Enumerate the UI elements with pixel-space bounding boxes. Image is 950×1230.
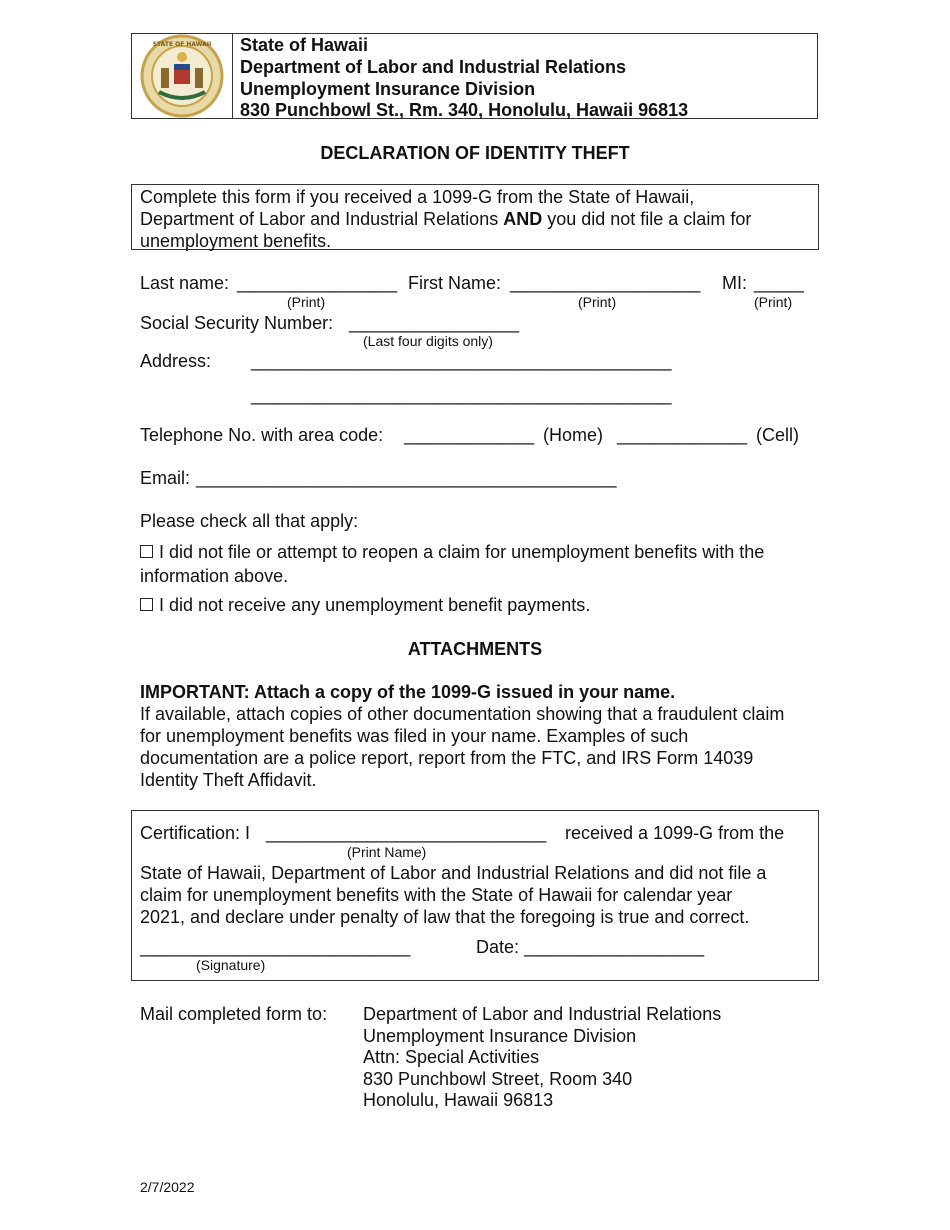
ssn-hint: (Last four digits only) bbox=[363, 333, 493, 349]
print-name-field[interactable]: ____________________________ bbox=[266, 823, 547, 843]
mail-address bbox=[363, 1004, 721, 1112]
mail-label: Mail completed form to: bbox=[140, 1004, 328, 1024]
middle-initial-hint: (Print) bbox=[754, 294, 793, 310]
cell-phone-label: (Cell) bbox=[756, 425, 799, 445]
seal-cell bbox=[132, 34, 233, 118]
last-name-hint: (Print) bbox=[287, 294, 326, 310]
email-field[interactable]: __________________________________________ bbox=[196, 468, 617, 488]
attachments-heading: ATTACHMENTS bbox=[407, 639, 543, 659]
instructions-line: Complete this form if you received a 1099-G from the State of Hawaii, bbox=[140, 187, 695, 207]
signature-field[interactable]: ___________________________ bbox=[140, 937, 411, 957]
attachments-line: documentation are a police report, report from the FTC, and IRS Form 14039 bbox=[140, 748, 754, 768]
certification-box bbox=[131, 810, 819, 981]
state-seal-icon bbox=[139, 34, 225, 118]
no-payment-checkbox[interactable] bbox=[140, 598, 153, 611]
address-field-line2[interactable]: __________________________________________ bbox=[251, 385, 672, 405]
attachments-line: Identity Theft Affidavit. bbox=[140, 770, 317, 790]
instructions-fragment: Department of Labor and Industrial Relations bbox=[140, 209, 504, 229]
attachments-text bbox=[140, 681, 784, 791]
page-title: DECLARATION OF IDENTITY THEFT bbox=[320, 143, 630, 163]
first-name-field[interactable]: ___________________ bbox=[510, 273, 701, 293]
certification-received: received a 1099-G from the bbox=[565, 823, 785, 843]
attachments-important: IMPORTANT: Attach a copy of the 1099-G issued in your name. bbox=[140, 682, 676, 702]
instructions-line bbox=[140, 208, 751, 230]
certification-text bbox=[140, 862, 766, 928]
mail-address-line: Honolulu, Hawaii 96813 bbox=[363, 1090, 554, 1110]
check-item-no-claim bbox=[140, 540, 764, 588]
address-field-line1[interactable]: __________________________________________ bbox=[251, 351, 672, 371]
check-item-line: information above. bbox=[140, 566, 289, 586]
middle-initial-field[interactable]: _____ bbox=[754, 273, 805, 293]
instructions-box bbox=[131, 184, 819, 250]
revision-date: 2/7/2022 bbox=[140, 1179, 195, 1195]
no-claim-checkbox[interactable] bbox=[140, 545, 153, 558]
check-item-text: I did not receive any unemployment benefit payments. bbox=[159, 595, 591, 615]
check-item-no-payment bbox=[140, 594, 590, 616]
seal-lettering: STATE OF HAWAII bbox=[152, 41, 212, 48]
check-instructions: Please check all that apply: bbox=[140, 511, 359, 531]
home-phone-label: (Home) bbox=[543, 425, 604, 445]
header-address: 830 Punchbowl St., Rm. 340, Honolulu, Hawaii 96813 bbox=[240, 100, 689, 120]
phone-label: Telephone No. with area code: bbox=[140, 425, 384, 445]
attachments-line: If available, attach copies of other documentation showing that a fraudulent claim bbox=[140, 704, 785, 724]
instructions-line: unemployment benefits. bbox=[140, 231, 332, 251]
middle-initial-label: MI: bbox=[722, 273, 747, 293]
certification-label: Certification: I bbox=[140, 823, 251, 843]
last-name-field[interactable]: ________________ bbox=[237, 273, 398, 293]
instructions-fragment: you did not file a claim for bbox=[542, 209, 752, 229]
last-name-label: Last name: bbox=[140, 273, 230, 293]
print-name-hint: (Print Name) bbox=[347, 844, 427, 860]
date-field[interactable]: __________________ bbox=[524, 937, 705, 957]
header-department: Department of Labor and Industrial Relations bbox=[240, 57, 627, 77]
ssn-label: Social Security Number: bbox=[140, 313, 334, 333]
certification-line: claim for unemployment benefits with the State of Hawaii for calendar year bbox=[140, 885, 733, 905]
cell-phone-field[interactable]: _____________ bbox=[617, 425, 748, 445]
date-label: Date: bbox=[476, 937, 520, 957]
mail-address-line: Attn: Special Activities bbox=[363, 1047, 540, 1067]
signature-hint: (Signature) bbox=[196, 957, 266, 973]
certification-line: State of Hawaii, Department of Labor and Industrial Relations and did not file a bbox=[140, 863, 767, 883]
certification-line: 2021, and declare under penalty of law that the foregoing is true and correct. bbox=[140, 907, 750, 927]
mail-address-line: Department of Labor and Industrial Relations bbox=[363, 1004, 722, 1024]
first-name-label: First Name: bbox=[408, 273, 502, 293]
header-state: State of Hawaii bbox=[240, 35, 369, 55]
attachments-line: for unemployment benefits was filed in your name. Examples of such bbox=[140, 726, 689, 746]
check-item-text: I did not file or attempt to reopen a claim for unemployment benefits with the bbox=[159, 542, 765, 562]
address-label: Address: bbox=[140, 351, 212, 371]
letterhead bbox=[131, 33, 818, 119]
check-item-line bbox=[140, 540, 764, 564]
header-division: Unemployment Insurance Division bbox=[240, 79, 536, 99]
email-label: Email: bbox=[140, 468, 191, 488]
instructions-emphasis: AND bbox=[503, 209, 543, 229]
home-phone-field[interactable]: _____________ bbox=[404, 425, 535, 445]
ssn-field[interactable]: _________________ bbox=[349, 313, 520, 333]
mail-address-line: Unemployment Insurance Division bbox=[363, 1025, 637, 1046]
instructions-text bbox=[140, 186, 751, 252]
mail-address-line: 830 Punchbowl Street, Room 340 bbox=[363, 1068, 633, 1089]
first-name-hint: (Print) bbox=[578, 294, 617, 310]
